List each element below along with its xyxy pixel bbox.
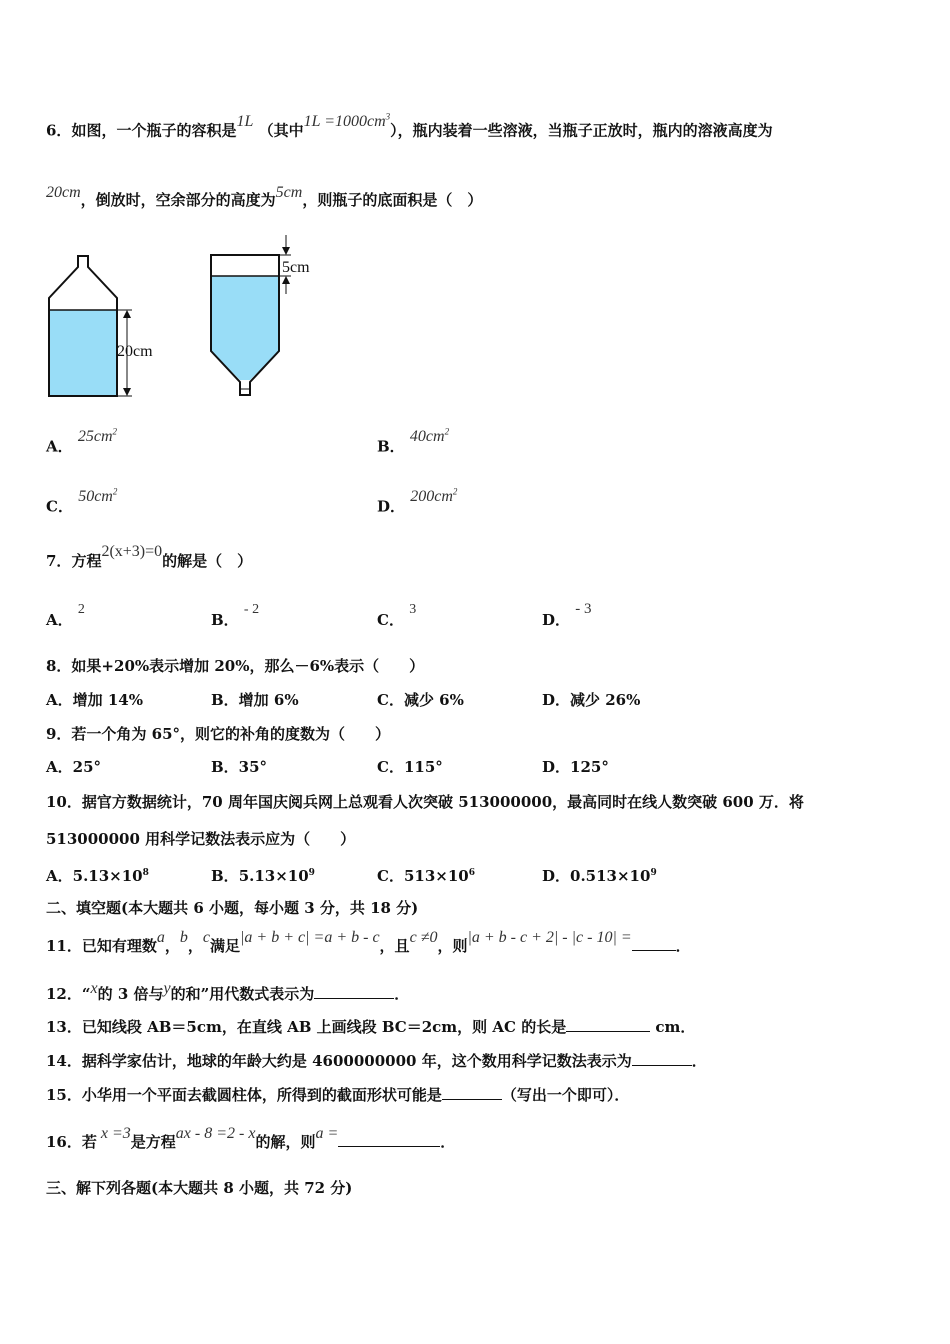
q11-math-expression: |a + b - c + 2| - |c - 10| = [467,929,632,946]
q13-line: 13．已知线段 AB＝5cm，在直线 AB 上画线段 BC＝2cm，则 AC 的长是 cm． [46,1018,696,1036]
q7-option-b[interactable]: B． - 2 [211,602,260,629]
q6-math-volume: 1L [236,113,254,131]
q8-stem: 8．如果+20%表示增加 20%，那么－6%表示（ ） [46,657,425,675]
q9-option-c[interactable]: C．115° [377,758,443,776]
q9-option-a[interactable]: A．25° [46,758,102,776]
q6-text-a: 如图，一个瓶子的容积是 [71,121,237,140]
q12-line: 12．“x的 3 倍与y的和”用代数式表示为 ． [46,980,410,1003]
q10-option-d[interactable]: D．$0.513\times 10^9$ [542,867,657,885]
q10-option-c[interactable]: C．$513\times 10^6$ [377,867,475,885]
bottle-inverted-liquid [211,276,279,352]
q6-math-definition: $1L =1000cm^3$ [303,112,391,131]
q6-line1 [46,112,773,140]
q11-math-condition: |a + b + c| =a + b - c [240,929,380,946]
q8-option-a[interactable]: A．增加 14% [46,691,143,709]
q6-option-b[interactable]: B． $40cm^2$ [377,427,450,456]
q10-option-b[interactable]: B．$5.13\times 10^9$ [211,867,315,885]
q16-line: 16．若 x =3是方程ax - 8 =2 - x的解，则a = ． [46,1125,456,1151]
q6-text-e: ，则瓶子的底面积是（ ） [302,191,483,209]
q8-option-c[interactable]: C．减少 6% [377,691,464,709]
bottle-inverted-liquid-cone [211,351,279,380]
q6-math-h2: 5cm [275,184,303,201]
q14-answer-blank[interactable] [632,1051,692,1066]
q6-math-h1: 20cm [46,184,81,201]
q15-line: 15．小华用一个平面去截圆柱体，所得到的截面形状可能是 （写出一个即可）． [46,1086,630,1104]
q7-math-equation: 2(x+3)=0 [101,543,163,560]
q10-option-a[interactable]: A．$5.13\times 10^8$ [46,867,149,885]
q6-option-a[interactable]: A． $25cm^2$ [46,427,118,456]
bottle-inverted-figure [205,232,335,400]
q7-option-a[interactable]: A． 2 [46,602,85,629]
bottle-upright-figure [42,250,172,400]
q8-option-b[interactable]: B．增加 6% [211,691,299,709]
section-2-heading: 二、填空题(本大题共 6 小题，每小题 3 分，共 18 分) [46,899,419,917]
q8-option-d[interactable]: D．减少 26% [542,691,641,709]
q7-option-c[interactable]: C． 3 [377,602,417,629]
q6-text-c: ），瓶内装着一些溶液，当瓶子正放时，瓶内的溶液高度为 [390,121,773,140]
q15-answer-blank[interactable] [442,1085,502,1100]
q6-option-c[interactable]: C． $50cm^2$ [46,487,118,516]
q9-option-b[interactable]: B．35° [211,758,268,776]
q6-text-b: （其中 [258,121,304,140]
q6-number: 6． [46,121,72,140]
q9-option-d[interactable]: D．125° [542,758,609,776]
q16-answer-blank[interactable] [338,1132,440,1147]
q13-answer-blank[interactable] [566,1017,650,1032]
q14-line: 14．据科学家估计，地球的年龄大约是 4600000000 年，这个数用科学记数法表示为 ． [46,1052,707,1070]
q10-stem-line1: 10．据官方数据统计，70 周年国庆阅兵网上总观看人次突破 513000000，最高同时在线人数突破 600 万．将 [46,793,804,811]
section-3-heading: 三、解下列各题(本大题共 8 小题，共 72 分) [46,1179,353,1197]
q7-line: 7．方程2(x+3)=0的解是（ ） [46,543,253,570]
q9-stem: 9．若一个角为 65°，则它的补角的度数为（ ） [46,725,391,743]
q10-stem-line2: 513000000 用科学记数法表示应为（ ） [46,830,356,848]
q11-answer-blank[interactable] [632,936,676,951]
bottle-upright-liquid [49,310,117,396]
q6-text-d: ，倒放时，空余部分的高度为 [80,191,276,209]
q6-option-d[interactable]: D． $200cm^2$ [377,487,458,516]
q7-option-d[interactable]: D． - 3 [542,601,592,629]
fig-label-5cm: 5cm [282,259,310,276]
q11-line: 11．已知有理数a，b，c满足|a + b + c| =a + b - c，且c ≠0，则|a + b - c + 2| - |c - 10| = ． [46,929,691,955]
q12-answer-blank[interactable] [314,984,394,999]
fig-label-20cm: 20cm [117,343,153,360]
q6-line2 [46,184,483,210]
